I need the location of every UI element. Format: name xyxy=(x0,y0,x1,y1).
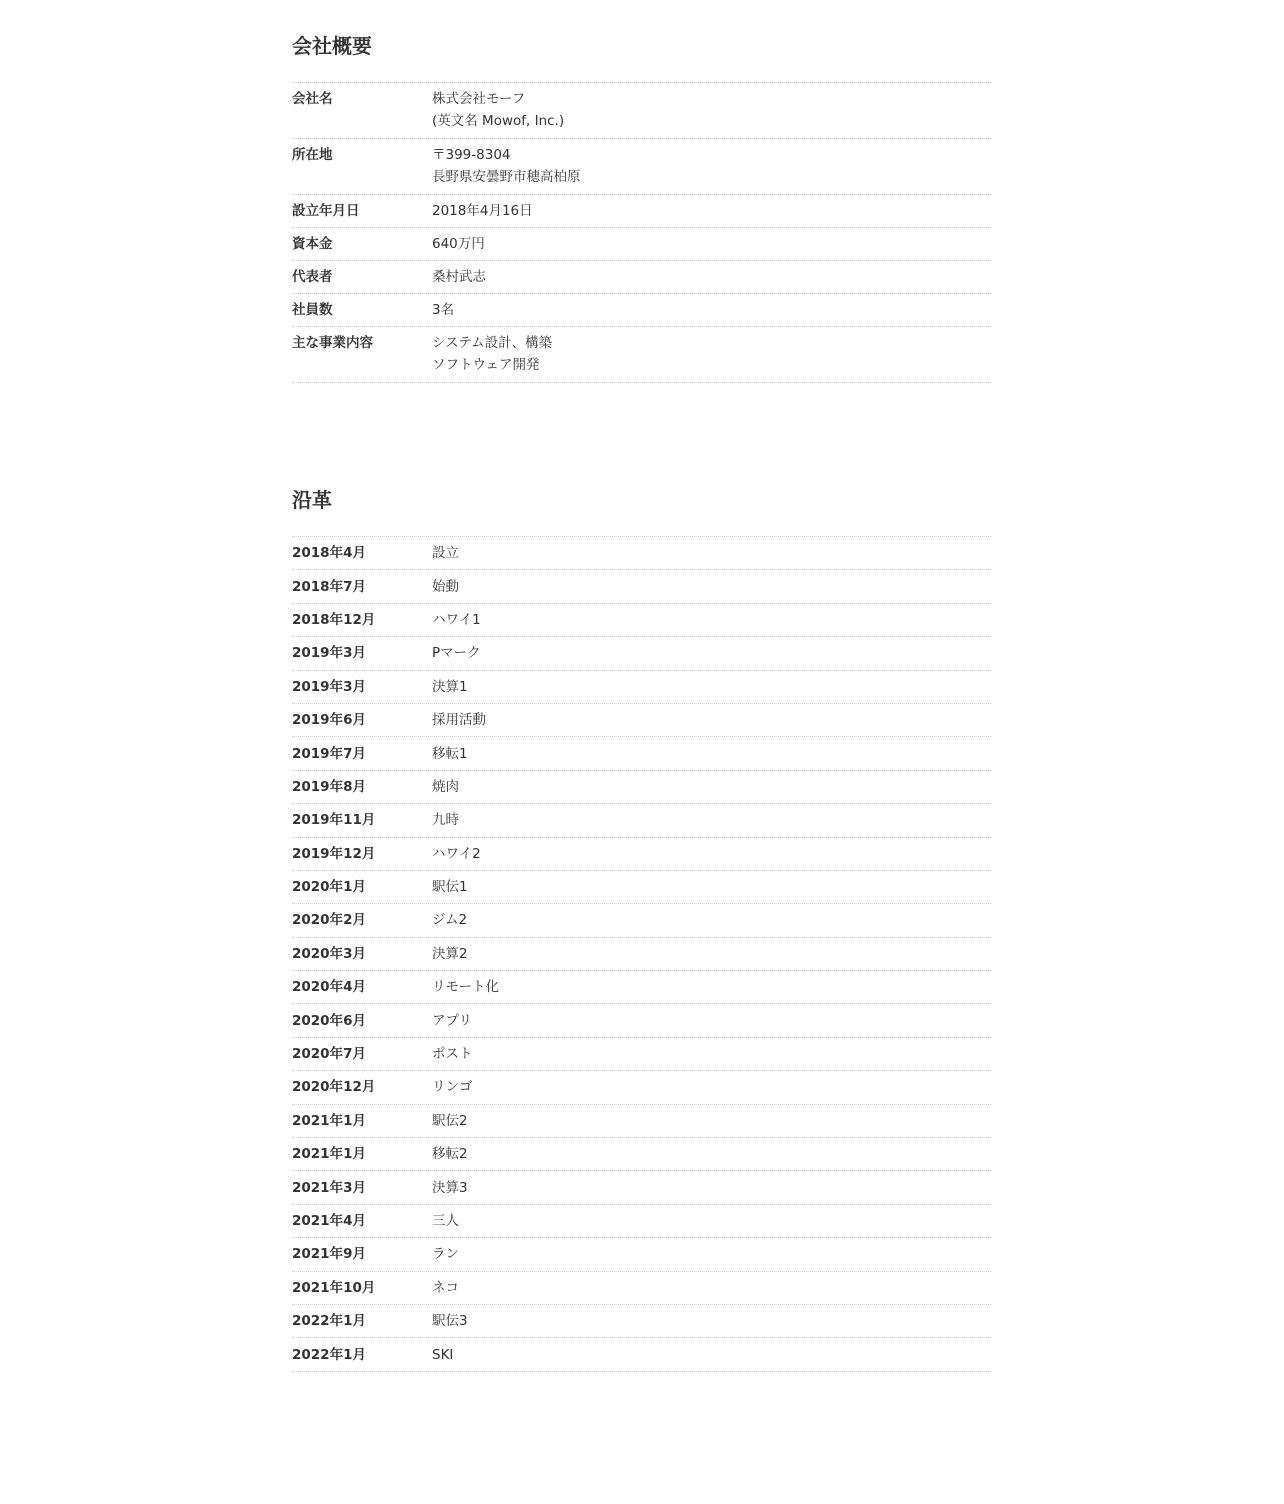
history-row xyxy=(292,671,991,704)
overview-label: 会社名 xyxy=(292,91,333,107)
overview-label: 所在地 xyxy=(292,147,333,163)
overview-value: 640万円 xyxy=(432,236,485,252)
history-row xyxy=(292,838,991,871)
company-name-en: (英文名 Mowof, Inc.) xyxy=(432,113,565,129)
history-event: 採用活動 xyxy=(432,712,486,729)
company-name-ja: 株式会社モーフ xyxy=(432,91,526,107)
overview-row-address xyxy=(292,139,991,195)
history-event: 三人 xyxy=(432,1213,459,1229)
history-row xyxy=(292,971,991,1004)
overview-value: 桑村武志 xyxy=(432,269,486,285)
history-row xyxy=(292,604,991,637)
history-date: 2018年12月 xyxy=(292,611,376,628)
history-event: ネコ xyxy=(432,1279,459,1296)
overview-value xyxy=(432,88,991,132)
history-date: 2020年12月 xyxy=(292,1079,376,1096)
overview-label: 社員数 xyxy=(292,302,333,318)
history-date: 2020年7月 xyxy=(292,1046,366,1063)
history-event: SKI xyxy=(432,1346,454,1363)
company-overview-section xyxy=(292,32,991,383)
history-event: 駅伝1 xyxy=(432,879,468,896)
history-date: 2021年1月 xyxy=(292,1112,366,1129)
history-event: リモート化 xyxy=(432,979,499,996)
history-row xyxy=(292,938,991,971)
overview-value xyxy=(432,144,991,188)
history-event: ハワイ2 xyxy=(432,845,481,862)
history-date: 2021年9月 xyxy=(292,1246,366,1263)
history-date: 2019年7月 xyxy=(292,745,366,762)
overview-row-founded xyxy=(292,195,991,228)
history-event: 駅伝3 xyxy=(432,1313,468,1330)
history-row xyxy=(292,804,991,837)
history-event: 設立 xyxy=(432,545,459,562)
overview-value: 3名 xyxy=(432,302,455,318)
history-row xyxy=(292,537,991,570)
history-event: 始動 xyxy=(432,578,459,595)
history-row xyxy=(292,1171,991,1204)
history-event: ラン xyxy=(432,1246,459,1263)
history-row xyxy=(292,637,991,670)
history-date: 2022年1月 xyxy=(292,1313,366,1330)
history-row xyxy=(292,1105,991,1138)
history-event: 九時 xyxy=(432,812,459,829)
history-row xyxy=(292,904,991,937)
history-date: 2020年4月 xyxy=(292,979,366,996)
history-row xyxy=(292,570,991,603)
overview-label: 資本金 xyxy=(292,236,333,252)
history-row xyxy=(292,704,991,737)
overview-label: 代表者 xyxy=(292,269,333,285)
history-table xyxy=(292,536,991,1372)
history-event: ポスト xyxy=(432,1046,473,1063)
business-item: ソフトウェア開発 xyxy=(432,357,540,373)
history-date: 2020年6月 xyxy=(292,1012,366,1029)
history-date: 2021年10月 xyxy=(292,1279,376,1296)
history-date: 2019年3月 xyxy=(292,678,366,695)
history-date: 2020年1月 xyxy=(292,879,366,896)
history-date: 2021年1月 xyxy=(292,1146,366,1163)
overview-value xyxy=(432,332,991,376)
overview-row-company-name xyxy=(292,83,991,139)
history-row xyxy=(292,1038,991,1071)
history-date: 2019年3月 xyxy=(292,645,366,662)
history-event: Pマーク xyxy=(432,645,481,662)
history-date: 2022年1月 xyxy=(292,1346,366,1363)
history-event: アプリ xyxy=(432,1012,472,1029)
history-section xyxy=(292,486,991,1372)
overview-label: 設立年月日 xyxy=(292,203,360,219)
history-row xyxy=(292,1338,991,1371)
history-row xyxy=(292,871,991,904)
history-event: 決算2 xyxy=(432,945,468,962)
history-row xyxy=(292,737,991,770)
overview-row-business xyxy=(292,327,991,383)
history-event: 移転1 xyxy=(432,745,468,762)
history-date: 2019年8月 xyxy=(292,778,366,795)
history-row xyxy=(292,1138,991,1171)
address: 長野県安曇野市穂高柏原 xyxy=(432,169,581,185)
history-event: 移転2 xyxy=(432,1146,468,1163)
history-date: 2019年12月 xyxy=(292,845,376,862)
history-event: ジム2 xyxy=(432,912,468,929)
company-overview-title: 会社概要 xyxy=(292,34,372,58)
postal-code: 〒399-8304 xyxy=(432,147,511,163)
history-date: 2021年3月 xyxy=(292,1179,366,1196)
history-event: 焼肉 xyxy=(432,778,459,795)
history-date: 2019年11月 xyxy=(292,812,376,829)
history-event: 駅伝2 xyxy=(432,1112,468,1129)
company-overview-table xyxy=(292,82,991,383)
history-date: 2018年4月 xyxy=(292,545,366,562)
business-item: システム設計、構築 xyxy=(432,335,553,351)
history-row xyxy=(292,1272,991,1305)
history-event: 決算1 xyxy=(432,678,468,695)
history-title: 沿革 xyxy=(292,488,332,512)
history-event: リンゴ xyxy=(432,1079,473,1096)
overview-value: 2018年4月16日 xyxy=(432,203,533,219)
overview-label: 主な事業内容 xyxy=(292,335,373,351)
history-row xyxy=(292,1238,991,1271)
history-date: 2018年7月 xyxy=(292,578,366,595)
overview-row-representative xyxy=(292,261,991,294)
overview-row-capital xyxy=(292,228,991,261)
history-date: 2021年4月 xyxy=(292,1213,366,1229)
history-row xyxy=(292,1004,991,1037)
history-row xyxy=(292,1305,991,1338)
history-event: 決算3 xyxy=(432,1179,468,1196)
overview-row-employees xyxy=(292,294,991,327)
history-event: ハワイ1 xyxy=(432,611,481,628)
history-row xyxy=(292,1205,991,1238)
history-date: 2019年6月 xyxy=(292,712,366,729)
history-row xyxy=(292,771,991,804)
history-date: 2020年2月 xyxy=(292,912,366,929)
history-row xyxy=(292,1071,991,1104)
history-date: 2020年3月 xyxy=(292,945,366,962)
